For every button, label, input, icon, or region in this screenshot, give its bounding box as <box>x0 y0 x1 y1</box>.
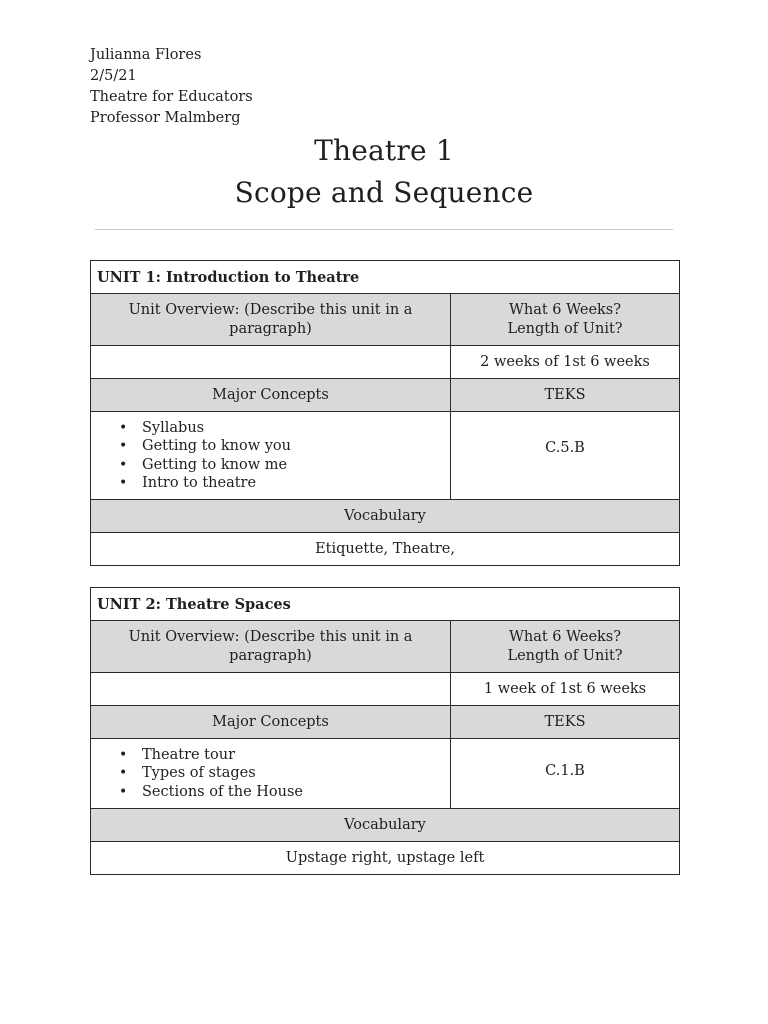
unit-1-concepts-list <box>97 419 444 493</box>
professor-name: Professor Malmberg <box>90 110 241 126</box>
title-line-1: Theatre 1 <box>314 134 454 167</box>
overview-label-line-1: Unit Overview: (Describe this unit in a <box>128 301 413 318</box>
unit-1-overview-text <box>91 346 451 379</box>
list-item: • Getting to know me <box>142 456 444 475</box>
list-item: • Theatre tour <box>142 746 444 765</box>
unit-2-teks-value: C.1.B <box>451 739 680 809</box>
unit-2-concepts-label: Major Concepts <box>91 706 451 739</box>
unit-2-vocab-value: Upstage right, upstage left <box>91 842 680 875</box>
unit-1-heading: UNIT 1: Introduction to Theatre <box>91 261 680 294</box>
unit-1-table <box>90 260 680 566</box>
unit-1-weeks-value: 2 weeks of 1st 6 weeks <box>451 346 680 379</box>
overview-label-line-2: paragraph) <box>229 320 312 337</box>
unit-2-teks-label: TEKS <box>451 706 680 739</box>
author-name: Julianna Flores <box>90 47 202 63</box>
unit-1-vocab-value: Etiquette, Theatre, <box>91 533 680 566</box>
unit-1-teks-value: C.5.B <box>451 412 680 500</box>
weeks-label-line-2: Length of Unit? <box>507 320 623 337</box>
title-line-2: Scope and Sequence <box>234 176 534 209</box>
unit-2-heading: UNIT 2: Theatre Spaces <box>91 588 680 621</box>
document-date: 2/5/21 <box>90 68 137 84</box>
unit-1-vocab-label: Vocabulary <box>91 500 680 533</box>
unit-1-concepts-cell <box>91 412 451 500</box>
horizontal-rule <box>95 229 673 230</box>
unit-1-concepts-label: Major Concepts <box>91 379 451 412</box>
list-item: • Syllabus <box>142 419 444 438</box>
unit-2-weeks-value: 1 week of 1st 6 weeks <box>451 673 680 706</box>
list-item: • Types of stages <box>142 764 444 783</box>
list-item: • Sections of the House <box>142 783 444 802</box>
unit-2-table <box>90 587 680 875</box>
list-item: • Getting to know you <box>142 437 444 456</box>
overview-label-line-2: paragraph) <box>229 647 312 664</box>
unit-2-concepts-list <box>97 746 444 802</box>
unit-2-vocab-label: Vocabulary <box>91 809 680 842</box>
overview-label-line-1: Unit Overview: (Describe this unit in a <box>128 628 413 645</box>
unit-2-overview-text <box>91 673 451 706</box>
unit-1-teks-label: TEKS <box>451 379 680 412</box>
course-name: Theatre for Educators <box>90 89 253 105</box>
unit-1-overview-label <box>91 294 451 346</box>
document-title <box>0 130 768 214</box>
weeks-label-line-2: Length of Unit? <box>507 647 623 664</box>
unit-2-concepts-cell <box>91 739 451 809</box>
unit-1-weeks-label <box>451 294 680 346</box>
header-info <box>90 45 253 129</box>
unit-2-weeks-label <box>451 621 680 673</box>
unit-2-overview-label <box>91 621 451 673</box>
weeks-label-line-1: What 6 Weeks? <box>508 301 622 318</box>
list-item: • Intro to theatre <box>142 474 444 493</box>
weeks-label-line-1: What 6 Weeks? <box>508 628 622 645</box>
